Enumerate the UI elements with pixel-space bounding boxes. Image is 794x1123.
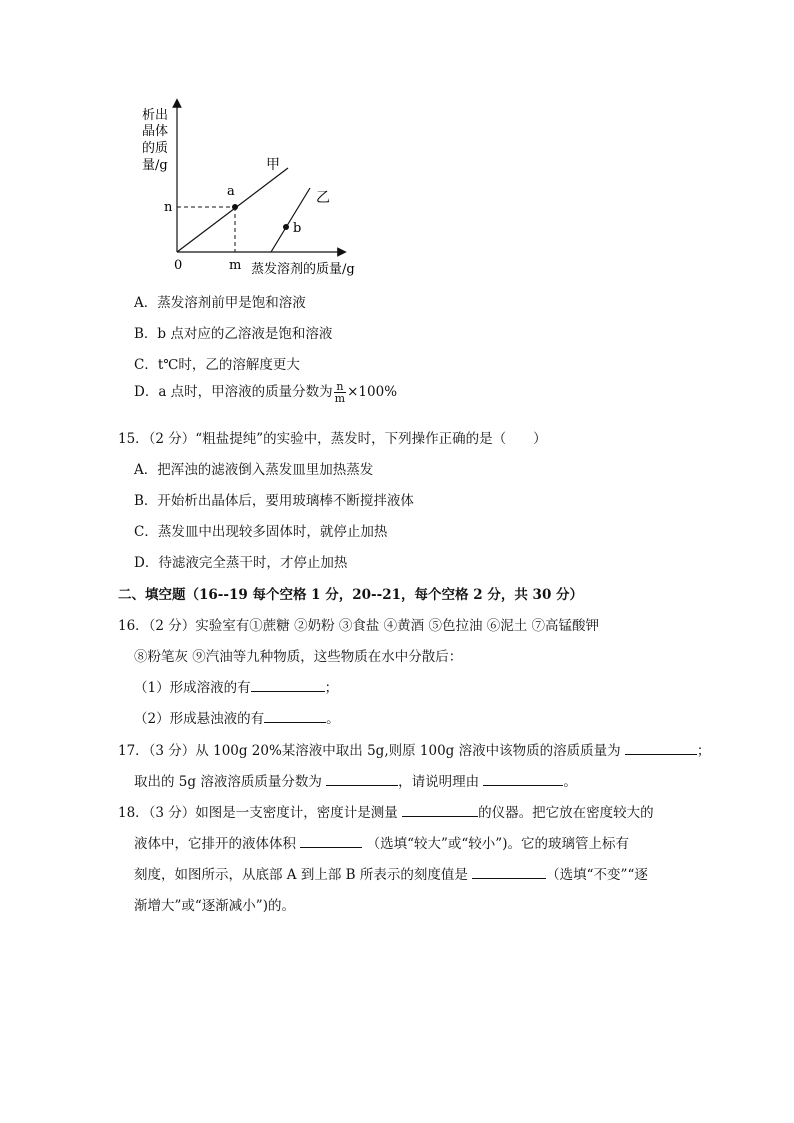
q18-line3-prefix: 刻度，如图所示，从底部 A 到上部 B 所表示的刻度值是 <box>134 867 468 883</box>
q17-blank-3[interactable] <box>483 771 563 786</box>
q18-blank-3[interactable] <box>472 864 546 879</box>
q16-sub2-prefix: （2）形成悬浊液的有 <box>134 711 265 727</box>
q16-sub1-prefix: （1）形成溶液的有 <box>134 680 251 696</box>
q15-stem: 15．（2 分）“粗盐提纯”的实验中，蒸发时，下列操作正确的是（ ） <box>118 431 547 447</box>
y-label-line2: 晶体 <box>142 124 169 139</box>
q17-line2-suffix: 。 <box>563 774 577 790</box>
q14-option-d <box>134 380 397 404</box>
q14-option-d-prefix: D．a 点时，甲溶液的质量分数为 <box>134 384 333 400</box>
origin-label: 0 <box>174 258 183 273</box>
q15-option-a: A．把浑浊的滤液倒入蒸发皿里加热蒸发 <box>134 462 374 478</box>
point-a-label: a <box>227 184 235 199</box>
q16-sub2-suffix: 。 <box>326 711 340 727</box>
q14-option-c: C．t℃时，乙的溶解度更大 <box>134 357 300 373</box>
q17-line1-suffix: ； <box>696 743 711 759</box>
q14-option-a: A．蒸发溶剂前甲是饱和溶液 <box>134 295 306 311</box>
line-yi <box>271 188 310 252</box>
fraction-denominator: m <box>334 392 346 405</box>
q18-line4: 渐增大”或“逐渐减小”)的。 <box>134 898 295 914</box>
q18-line1-suffix: 的仪器。把它放在密度较大的 <box>478 805 654 821</box>
q15-option-b: B．开始析出晶体后，要用玻璃棒不断搅拌液体 <box>134 493 414 509</box>
line-jia-label: 甲 <box>266 157 280 173</box>
fraction-numerator: n <box>334 381 346 393</box>
y-label-line4: 量/g <box>142 158 168 173</box>
q15-option-d: D．待滤液完全蒸干时，才停止加热 <box>134 555 348 571</box>
point-a-dot <box>232 204 238 210</box>
fraction-n-over-m <box>334 381 346 404</box>
q16-line1: 16．（2 分）实验室有①蔗糖 ②奶粉 ③食盐 ④黄酒 ⑤色拉油 ⑥泥土 ⑦高锰酸钾 <box>118 618 600 634</box>
q18-line1-prefix: 18．（3 分）如图是一支密度计，密度计是测量 <box>118 805 398 821</box>
q18-line2-suffix: （选填“较大”或“较小”)。它的玻璃管上标有 <box>366 836 629 852</box>
q14-option-d-suffix: ×100% <box>347 384 398 400</box>
q16-blank-2[interactable] <box>264 708 326 723</box>
q18-blank-1[interactable] <box>402 802 478 817</box>
crystal-mass-graph <box>130 95 370 280</box>
point-b-label: b <box>293 221 302 236</box>
q16-blank-1[interactable] <box>251 677 325 692</box>
q17-line2 <box>134 770 577 790</box>
q17-blank-2[interactable] <box>326 771 398 786</box>
q17-blank-1[interactable] <box>625 740 697 755</box>
point-b-dot <box>283 224 289 230</box>
y-tick-n: n <box>164 200 173 215</box>
q17-line2-mid: ，请说明理由 <box>398 774 480 790</box>
q17-line1 <box>118 739 710 759</box>
q15-option-c: C．蒸发皿中出现较多固体时，就停止加热 <box>134 524 388 540</box>
section-2-heading: 二、填空题（16--19 每个空格 1 分，20--21，每个空格 2 分，共 30 分） <box>118 587 584 603</box>
q16-sub1 <box>134 676 338 696</box>
x-tick-m: m <box>229 258 242 273</box>
q16-line2: ⑧粉笔灰 ⑨汽油等九种物质，这些物质在水中分散后： <box>134 649 463 665</box>
y-label-line3: 的质 <box>142 141 169 156</box>
line-jia <box>177 168 288 252</box>
q16-sub2 <box>134 707 340 727</box>
q17-line1-prefix: 17．（3 分）从 100g 20%某溶液中取出 5g,则原 100g 溶液中该物质的溶质质量为 <box>118 743 621 759</box>
q18-line3 <box>134 863 648 883</box>
q18-line3-suffix: （选填“不变”“逐 <box>546 867 648 883</box>
line-yi-label: 乙 <box>316 190 330 206</box>
q18-line2-prefix: 液体中，它排开的液体体积 <box>134 836 296 852</box>
x-axis-label: 蒸发溶剂的质量/g <box>251 262 355 277</box>
q14-option-b: B．b 点对应的乙溶液是饱和溶液 <box>134 326 333 342</box>
y-label-line1: 析出 <box>142 108 169 123</box>
q16-sub1-suffix: ； <box>324 680 339 696</box>
q18-line1 <box>118 801 654 821</box>
q18-blank-2[interactable] <box>300 833 362 848</box>
q17-line2-prefix: 取出的 5g 溶液溶质质量分数为 <box>134 774 322 790</box>
q18-line2 <box>134 832 629 852</box>
